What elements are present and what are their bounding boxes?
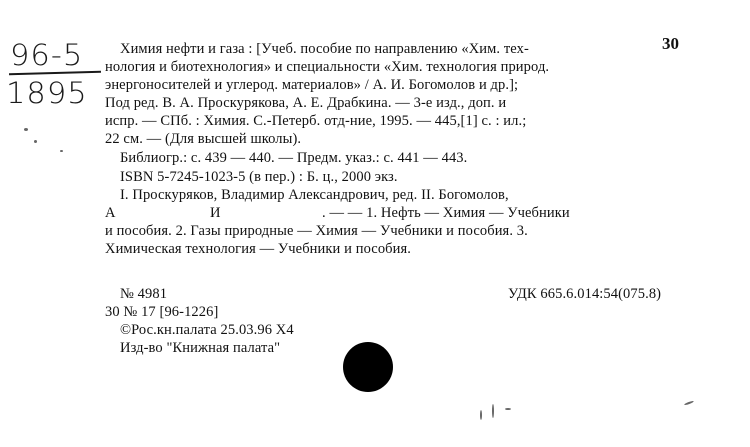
scan-speck bbox=[60, 150, 63, 152]
record-line-5: испр. — СПб. : Химия. С.-Петерб. отд-ние, 1995. — 445,[1] с. : ил.; bbox=[105, 113, 527, 129]
page-number: 30 bbox=[662, 34, 679, 53]
udk-code: УДК 665.6.014:54(075.8) bbox=[508, 286, 662, 302]
record-line-8: ISBN 5-7245-1023-5 (в пер.) : Б. ц., 2000 экз. bbox=[120, 169, 398, 185]
scan-speck bbox=[480, 410, 482, 420]
scan-speck bbox=[24, 128, 28, 131]
record-line-10c: . — — 1. Нефть — Химия — Учебники bbox=[322, 205, 570, 221]
record-line-10b: И bbox=[210, 205, 221, 221]
record-line-4: Под ред. В. А. Проскурякова, А. Е. Драбкина. — 3-е изд., доп. и bbox=[105, 95, 507, 111]
handwritten-shelf-mark: 96-5 bbox=[10, 38, 84, 72]
record-line-3: энергоносителей и углерод. материалов» / А. И. Богомолов и др.]; bbox=[105, 77, 519, 93]
record-line-11: и пособия. 2. Газы природные — Химия — Учебники и пособия. 3. bbox=[105, 223, 528, 239]
record-line-1: Химия нефти и газа : [Учеб. пособие по направлению «Хим. тех- bbox=[120, 41, 529, 57]
scan-speck bbox=[34, 140, 37, 143]
ink-blot bbox=[343, 342, 393, 392]
book-chamber-stamp: ©Рос.кн.палата 25.03.96 Х4 bbox=[120, 322, 294, 338]
record-line-9: I. Проскуряков, Владимир Александрович, ред. II. Богомолов, bbox=[120, 187, 509, 203]
record-line-10a: А bbox=[105, 205, 116, 221]
scan-speck bbox=[684, 400, 694, 405]
scan-speck bbox=[492, 404, 494, 418]
scan-speck bbox=[505, 408, 511, 410]
publisher-line: Изд-во "Книжная палата" bbox=[120, 340, 281, 356]
record-line-6: 22 см. — (Для высшей школы). bbox=[105, 131, 302, 147]
record-line-2: нология и биотехнология» и специальности «Хим. технология природ. bbox=[105, 59, 550, 75]
record-line-7: Библиогр.: с. 439 — 440. — Предм. указ.: с. 441 — 443. bbox=[120, 150, 468, 166]
handwritten-year-mark: 1895 bbox=[6, 76, 88, 110]
registry-number: 30 № 17 [96-1226] bbox=[105, 304, 219, 320]
record-line-12: Химическая технология — Учебники и пособия. bbox=[105, 241, 412, 257]
card-number: № 4981 bbox=[120, 286, 168, 302]
